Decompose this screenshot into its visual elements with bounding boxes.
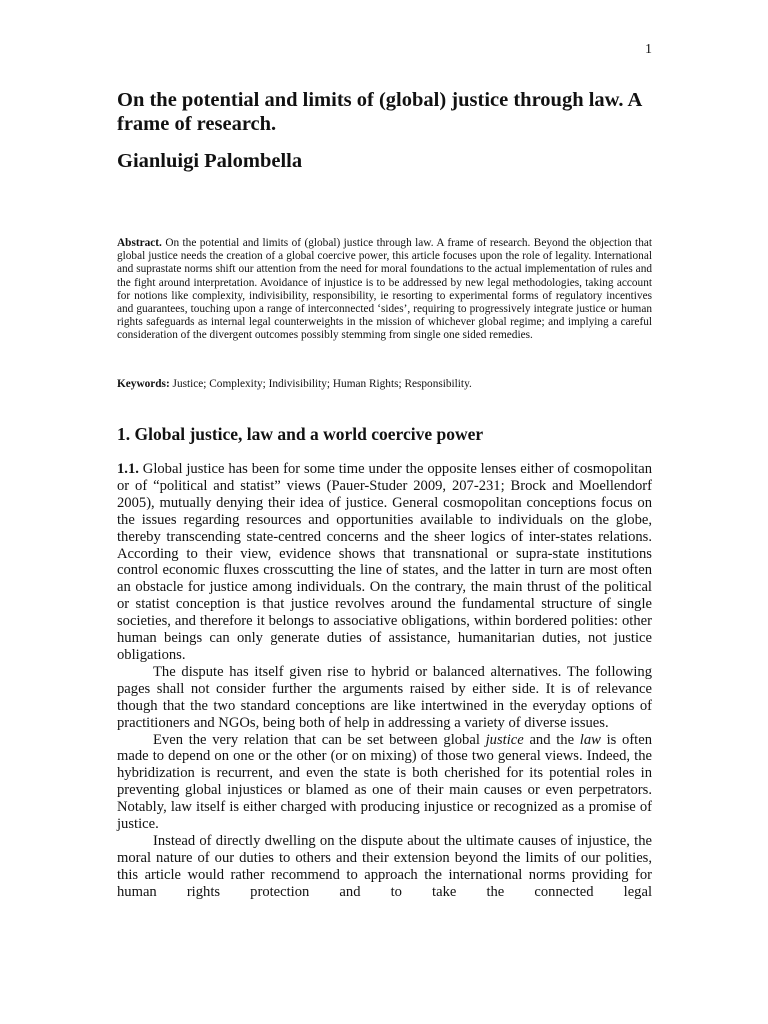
emphasis-law: law (579, 731, 601, 748)
abstract (117, 237, 652, 343)
emphasis-justice: justice (485, 731, 524, 748)
paragraph-number: 1.1. (117, 461, 139, 477)
paper-title: On the potential and limits of (global) justice through law. A frame of research. (117, 89, 642, 135)
page-number: 1 (645, 42, 652, 57)
paragraph-3-text-b: and the (529, 731, 575, 748)
paragraph-1 (117, 461, 652, 664)
keywords (117, 378, 652, 391)
paragraph-2: The dispute has itself given rise to hybrid or balanced alternatives. The following pages shall not consider further the arguments raised by either side. It is of relevance though that the two standard conceptions are like intertwined in the everyday options of practitioners and NGOs, being both of help in addressing a variety of diverse issues. (117, 663, 652, 731)
paragraph-1-text: Global justice has been for some time under the opposite lenses either of cosmopolitan or of “political and statist” views (Pauer-Studer 2009, 207-231; Brock and Moellendorf 2005), mutually denying their idea of justice. General cosmopolitan conceptions focus on the issues regarding resources and opportunities available to individuals on the globe, thereby transcending state-centred concerns and the sheer logics of inter-states relations. According to their view, evidence shows that transnational or supra-state institutions control economic fluxes crosscutting the line of states, and the latter in turn are most often an obstacle for justice among individuals. On the contrary, the main thrust of the political or statist conception is that justice revolves around the fundamental structure of single societies, and therefore it belongs to associative obligations, within bordered polities: other human beings can only generate duties of assistance, humanitarian duties, not justice obligations. (117, 461, 652, 663)
paragraph-3-text-a: Even the very relation that can be set between global (153, 731, 480, 748)
author-name: Gianluigi Palombella (117, 150, 303, 172)
keywords-text: Justice; Complexity; Indivisibility; Human Rights; Responsibility. (172, 378, 472, 390)
paragraph-4: Instead of directly dwelling on the dispute about the ultimate causes of injustice, the moral nature of our duties to others and their extension beyond the limits of our polities, this article would rather recommend to approach the international norms providing for human rights protection and to take the connected legal (117, 832, 652, 900)
abstract-text: On the potential and limits of (global) justice through law. A frame of research. Beyond the objection that global justice needs the creation of a global coercive power, this article focuses upon the role of legality. International and suprastate norms shift our attention from the need for moral foundations to the actual implementation of rules and the fight around interpretation. Avoidance of injustice is to be addressed by new legal methodologies, taking account for notions like complexity, indivisibility, responsibility, ie resorting to experimental forms of regulatory incentives and guarantees, touching upon a range of interconnected ‘sides’, requiring to progressively integrate justice or human rights safeguards as internal legal counterweights in the mission of whichever global regime; and implying a careful consideration of the divergent outcomes possibly stemming from single one sided remedies. (117, 237, 653, 342)
abstract-label: Abstract. (117, 237, 162, 249)
body-text (117, 461, 652, 901)
paragraph-3-text-c: is often made to depend on one or the other (or on mixing) of those two general views. Indeed, the hybridization is recurrent, and even the state is both cherished for its potential roles in preventing global injustices or blamed as one of their main causes or even perpetrators. Notably, law itself is either charged with producing injustice or recognized as a promise of justice. (117, 731, 653, 833)
section-heading: 1. Global justice, law and a world coercive power (117, 424, 484, 444)
paragraph-3 (117, 732, 652, 833)
keywords-label: Keywords: (117, 378, 170, 390)
